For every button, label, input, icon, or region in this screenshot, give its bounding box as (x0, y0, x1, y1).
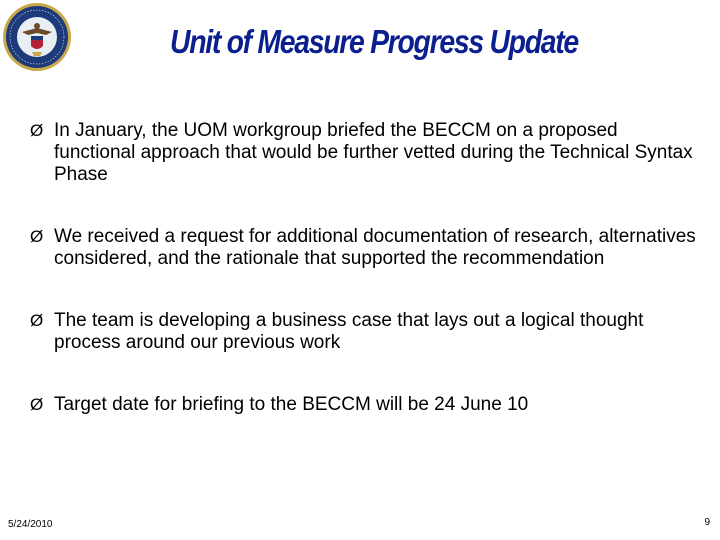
bullet-item (30, 226, 700, 270)
bullet-item (30, 120, 700, 186)
bullet-text: In January, the UOM workgroup briefed the BECCM on a proposed functional approach that would be further vetted during the Technical Syntax Phase (54, 120, 693, 185)
arrow-bullet-icon: Ø (30, 395, 44, 414)
bullet-text: Target date for briefing to the BECCM will be 24 June 10 (54, 394, 529, 415)
bullet-text: The team is developing a business case that lays out a logical thought process around our previous work (54, 310, 644, 353)
bullet-text: We received a request for additional documentation of research, alternatives considered, and the rationale that supported the recommendation (54, 226, 696, 269)
footer-date: 5/24/2010 (8, 519, 53, 530)
department-of-defense-seal-icon (2, 2, 72, 72)
arrow-bullet-icon: Ø (30, 227, 44, 246)
page-number: 9 (704, 517, 710, 528)
bullet-list (30, 120, 700, 456)
arrow-bullet-icon: Ø (30, 121, 44, 140)
bullet-item (30, 310, 700, 354)
arrow-bullet-icon: Ø (30, 311, 44, 330)
slide-title: Unit of Measure Progress Update (170, 23, 578, 60)
bullet-item (30, 394, 700, 416)
